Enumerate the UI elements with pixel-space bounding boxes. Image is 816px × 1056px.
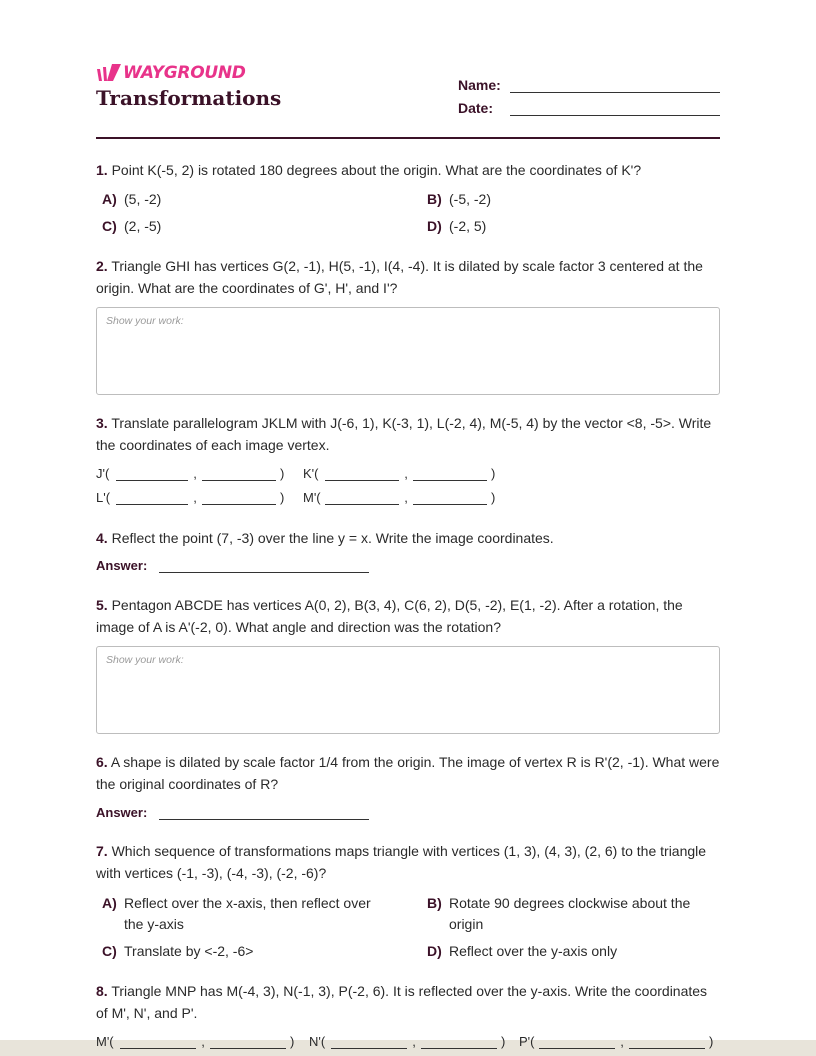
answer-row-4 [96,558,369,573]
coord-comma: , [620,1034,624,1049]
choice-d[interactable] [427,216,717,237]
choice-text: Reflect over the x-axis, then reflect over the y-axis [124,895,371,932]
question-number: 7. [96,843,108,859]
choice-text: (-5, -2) [449,191,491,207]
question-text: Pentagon ABCDE has vertices A(0, 2), B(3, 4), C(6, 2), D(5, -2), E(1, -2). After a rotation, the image of A is A'(-2, 0). What angle and direction was the rotation? [96,597,683,635]
question-number: 5. [96,597,108,613]
page-title: Transformations [96,86,282,110]
choice-letter: B) [427,895,442,911]
coord-y-field[interactable] [413,466,487,481]
answer-field[interactable] [159,805,369,820]
question-2 [96,255,720,299]
question-number: 1. [96,162,108,178]
question-7 [96,840,720,884]
coord-label: L'( [96,490,111,505]
answer-field[interactable] [159,558,369,573]
work-textarea[interactable] [96,646,720,734]
coord-entry-j [96,466,284,481]
question-1 [96,159,720,181]
choice-letter: B) [427,191,442,207]
question-number: 4. [96,530,108,546]
choice-text: Translate by <-2, -6> [124,943,254,959]
question-4 [96,527,720,549]
coord-close: ) [280,466,285,481]
coord-comma: , [412,1034,416,1049]
choice-b[interactable] [427,893,717,935]
coord-entry-m-prime [96,1034,294,1049]
coord-entry-n-prime [309,1034,505,1049]
wayground-logo-icon [96,63,122,83]
question-text: A shape is dilated by scale factor 1/4 from the origin. The image of vertex R is R'(2, -1). What were the original coordinates of R? [96,754,720,792]
coord-label: M'( [303,490,321,505]
coord-y-field[interactable] [202,490,276,505]
choice-text: (5, -2) [124,191,162,207]
answer-label: Answer: [96,558,148,573]
coord-comma: , [404,466,408,481]
choice-c[interactable] [102,941,392,962]
coord-close: ) [491,490,496,505]
name-label: Name: [458,77,501,93]
brand-logo [96,63,246,83]
question-number: 6. [96,754,108,770]
coord-comma: , [193,490,197,505]
coord-label: P'( [519,1034,535,1049]
question-number: 2. [96,258,108,274]
choice-letter: A) [102,191,117,207]
choice-text: Reflect over the y-axis only [449,943,618,959]
coord-x-field[interactable] [325,490,399,505]
coord-y-field[interactable] [421,1034,497,1049]
work-placeholder: Show your work: [106,654,184,666]
question-text: Triangle MNP has M(-4, 3), N(-1, 3), P(-2, 6). It is reflected over the y-axis. Write the coordinates of M', N', and P'. [96,983,708,1021]
question-text: Translate parallelogram JKLM with J(-6, 1), K(-3, 1), L(-2, 4), M(-5, 4) by the vector <8, -5>. Write the coordinates of each image vertex. [96,415,712,453]
choice-a[interactable] [102,189,402,210]
name-field[interactable] [510,78,720,93]
coord-label: K'( [303,466,319,481]
coord-x-field[interactable] [331,1034,407,1049]
choice-d[interactable] [427,941,717,962]
choice-a[interactable] [102,893,392,935]
coord-comma: , [201,1034,205,1049]
answer-row-6 [96,805,369,820]
choice-letter: C) [102,943,117,959]
coord-comma: , [404,490,408,505]
coord-entry-k [303,466,495,481]
coord-x-field[interactable] [325,466,399,481]
coord-y-field[interactable] [210,1034,286,1049]
coord-x-field[interactable] [116,466,188,481]
question-6 [96,751,720,795]
header-divider [96,137,720,139]
question-number: 8. [96,983,108,999]
question-8 [96,980,720,1024]
coord-entry-m [303,490,495,505]
date-field-row [458,100,720,116]
question-number: 3. [96,415,108,431]
question-text: Reflect the point (7, -3) over the line y = x. Write the image coordinates. [111,530,554,546]
coord-y-field[interactable] [202,466,276,481]
choice-letter: C) [102,218,117,234]
choice-letter: D) [427,218,442,234]
coord-label: M'( [96,1034,114,1049]
coord-comma: , [193,466,197,481]
question-text: Triangle GHI has vertices G(2, -1), H(5, -1), I(4, -4). It is dilated by scale factor 3 centered at the origin. What are the coordinates of G', H', and I'? [96,258,703,296]
coord-close: ) [501,1034,506,1049]
choice-letter: D) [427,943,442,959]
coord-close: ) [491,466,496,481]
coord-x-field[interactable] [116,490,188,505]
coord-close: ) [709,1034,714,1049]
coord-x-field[interactable] [120,1034,196,1049]
coord-x-field[interactable] [539,1034,615,1049]
answer-label: Answer: [96,805,148,820]
date-field[interactable] [510,101,720,116]
coord-y-field[interactable] [413,490,487,505]
coord-entry-l [96,490,284,505]
question-5 [96,594,720,638]
question-text: Point K(-5, 2) is rotated 180 degrees about the origin. What are the coordinates of K'? [111,162,642,178]
question-text: Which sequence of transformations maps triangle with vertices (1, 3), (4, 3), (2, 6) to the triangle with vertices (-1, -3), (-4, -3), (-2, -6)? [96,843,707,881]
coord-close: ) [290,1034,295,1049]
choice-text: (-2, 5) [449,218,487,234]
coord-y-field[interactable] [629,1034,705,1049]
choice-b[interactable] [427,189,717,210]
choice-c[interactable] [102,216,402,237]
coord-label: N'( [309,1034,326,1049]
choice-letter: A) [102,895,117,911]
coord-entry-p-prime [519,1034,713,1049]
name-field-row [458,77,720,93]
coord-label: J'( [96,466,110,481]
brand-name: WAYGROUND [123,63,246,83]
date-label: Date: [458,100,494,116]
work-textarea[interactable] [96,307,720,395]
work-placeholder: Show your work: [106,315,184,327]
question-3 [96,412,720,456]
choice-text: (2, -5) [124,218,162,234]
choice-text: Rotate 90 degrees clockwise about the origin [449,895,691,932]
coord-close: ) [280,490,285,505]
